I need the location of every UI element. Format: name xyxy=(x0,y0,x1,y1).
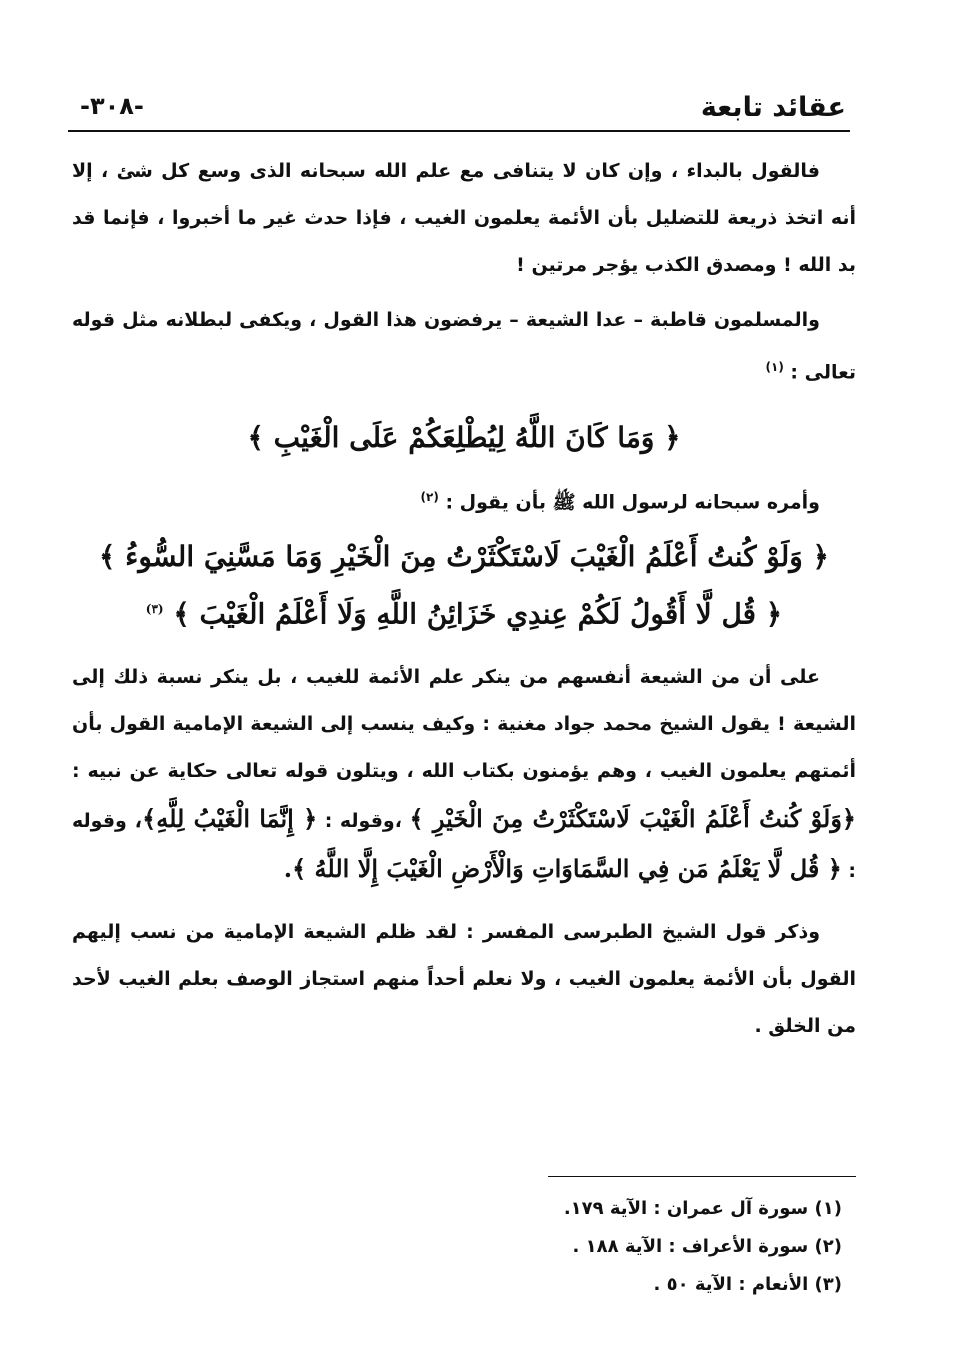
running-title: عقائد تابعة xyxy=(700,92,846,123)
header-divider xyxy=(68,130,850,132)
quran-verse-1: ﴿ وَمَا كَانَ اللَّهُ لِيُطْلِعَكُمْ عَلَى الْغَيْبِ ﴾ xyxy=(247,421,681,455)
inline-verse-a: ﴿وَلَوْ كُنتُ أَعْلَمُ الْغَيْبَ لَاسْتَكْثَرْتُ مِنَ الْخَيْرِ ﴾ xyxy=(409,803,856,833)
paragraph-2 xyxy=(72,297,856,396)
paragraph-3 xyxy=(72,474,856,526)
paragraph-5-text: وذكر قول الشيخ الطبرسى المفسر : لقد ظلم الشيعة الإمامية من نسب إليهم القول بأن الأئمة يعلمون الغيب ، ولا نعلم أحداً منهم استجاز الوصف بعلم الغيب لأحد من الخلق . xyxy=(72,920,856,1037)
quran-verse-2: ﴿ وَلَوْ كُنتُ أَعْلَمُ الْغَيْبَ لَاسْتَكْثَرْتُ مِنَ الْخَيْرِ وَمَا مَسَّنِيَ السُّوءُ ﴾ xyxy=(99,539,829,573)
paragraph-4-end: وقوله : xyxy=(72,809,856,882)
footnote-3: (٣) الأنعام : الآية ٥٠ . xyxy=(653,1274,842,1295)
paragraph-4 xyxy=(72,654,856,895)
paragraph-2-text: والمسلمون قاطبة – عدا الشيعة – يرفضون هذا القول ، ويكفى لبطلانه مثل قوله تعالى : xyxy=(72,309,856,384)
paragraph-3-text: وأمره سبحانه لرسول الله ﷺ بأن يقول : xyxy=(445,491,820,514)
footnotes xyxy=(442,1190,842,1304)
quran-verses-block xyxy=(72,531,856,640)
paragraph-4-mid: ،وقوله : xyxy=(324,809,402,832)
page-header xyxy=(80,88,846,128)
quran-verse-3: ﴿ قُل لَّا أَقُولُ لَكُمْ عِندِي خَزَائِنُ اللَّهِ وَلَا أَعْلَمُ الْغَيْبَ ﴾ xyxy=(173,596,783,630)
page-number: -٣٠٨- xyxy=(80,92,144,120)
inline-verse-b: ﴿ إِنَّمَا الْغَيْبُ لِلَّهِ﴾، xyxy=(134,803,318,833)
paragraph-5 xyxy=(72,909,856,1050)
main-text xyxy=(72,148,856,1050)
footnote-ref-1: (١) xyxy=(765,360,784,374)
paragraph-1-text: فالقول بالبداء ، وإن كان لا يتنافى مع علم الله سبحانه الذى وسع كل شئ ، إلا أنه اتخذ ذريعة للتضليل بأن الأئمة يعلمون الغيب ، فإذا حدث غير ما أخبروا ، فإنما قد بد الله ! ومصدق الكذب يؤجر مرتين ! xyxy=(72,160,856,276)
footnote-ref-3: (٣) xyxy=(145,601,164,616)
paragraph-4-text: على أن من الشيعة أنفسهم من ينكر علم الأئمة للغيب ، بل ينكر نسبة ذلك إلى الشيعة ! يقول الشيخ محمد جواد مغنية : وكيف ينسب إلى الشيعة الإمامية القول بأن أئمتهم يعلمون الغيب ، وهم يؤمنون بكتاب الله ، ويتلون قوله تعالى حكاية عن نبيه : xyxy=(72,665,856,782)
inline-verse-c: ﴿ قُل لَّا يَعْلَمُ مَن فِي السَّمَاوَاتِ وَالْأَرْضِ الْغَيْبَ إِلَّا اللَّهُ ﴾. xyxy=(283,853,842,883)
footnote-divider xyxy=(548,1176,856,1177)
footnote-ref-2: (٢) xyxy=(420,490,439,505)
paragraph-1 xyxy=(72,148,856,289)
footnote-2: (٢) سورة الأعراف : الآية ١٨٨ . xyxy=(572,1236,842,1257)
footnote-1: (١) سورة آل عمران : الآية ١٧٩. xyxy=(563,1198,842,1219)
quran-verse-3-line xyxy=(72,583,856,640)
